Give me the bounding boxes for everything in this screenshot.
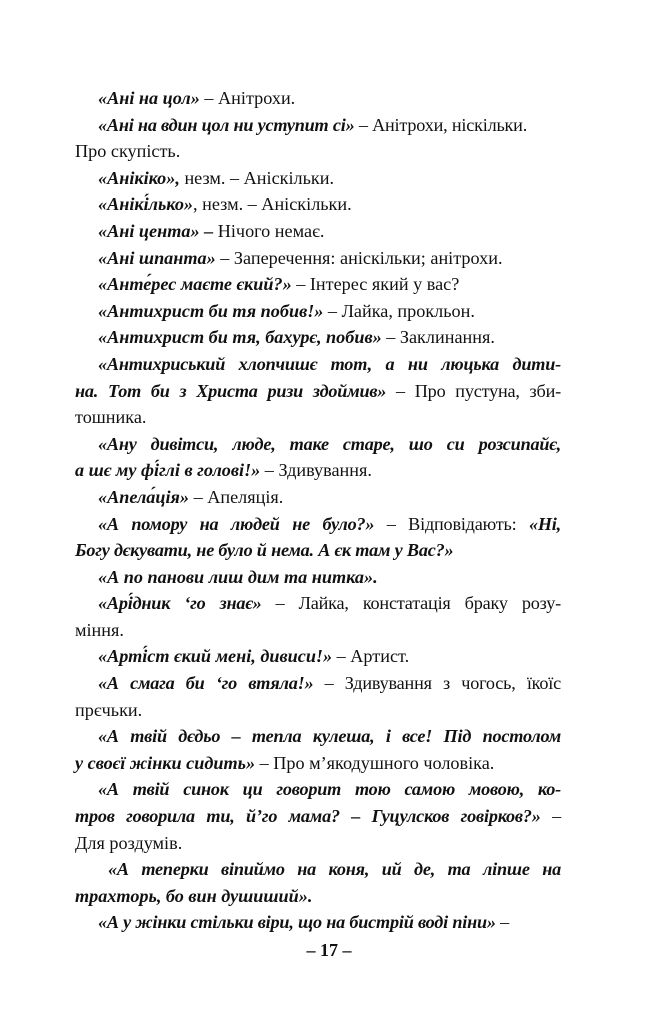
text-line: «Антихрист би тя, бахурє, побив» – Заклинання. [98,327,495,348]
page-text [75,85,561,936]
text-line: «А по панови лиш дим та нитка». [98,566,378,587]
text-line: прєчьки. [75,699,143,720]
text-line: тошника. [75,407,147,428]
text-line: «Ану дивітси, люде, таке старе, шо си розсипайє, [98,433,561,454]
text-line: на. Тот би з Христа ризи здоймив» – Про пустуна, зби- [75,380,561,401]
text-line: тров говорила ти, й’го мама? – Гуцулсков говірков?» – [75,806,561,827]
text-line: «Арі́дник ‘го знає» – Лайка, констатація браку розу- [98,593,561,614]
text-line: «Анте́рес маєте єкий?» – Інтерес який у вас? [98,274,460,295]
text-line: «А у жінки стільки віри, що на бистрій воді піни» – [98,912,510,933]
text-line: Про скупість. [75,141,181,162]
text-line: «А твій синок ци говорит тою самою мовою, ко- [98,779,561,800]
text-line: а шє му фі́глі в голові!» – Здивування. [75,460,372,481]
text-line: «Ані цента» – Нічого немає. [98,220,325,241]
text-line: «Анікі́лько», незм. – Аніскільки. [98,194,352,215]
text-line: «Ані на вдин цол ни уступит сі» – Анітрохи, ніскільки. [98,114,528,135]
text-line: «А теперки віпиймо на коня, ий де, та ліпше на [108,859,561,880]
text-line: міння. [75,619,124,640]
text-line: Для роздумів. [75,832,183,853]
text-line: «Антихрист би тя побив!» – Лайка, прокльон. [98,300,475,321]
text-line: Богу дєкувати, не було й нема. А єк там у Вас?» [75,540,454,561]
text-line: «Апела́ція» – Апеляція. [98,486,284,507]
text-line: «А помору на людей не було?» – Відповідають: «Ні, [98,513,561,534]
text-line: «Арті́ст єкий мені, дивиси!» – Артист. [98,646,410,667]
text-line: «А смага би ‘го втяла!» – Здивування з чогось, їкоїс [98,673,562,694]
text-line: «Ані на цол» – Анітрохи. [98,88,296,108]
text-line: «Анікіко», незм. – Аніскільки. [98,167,335,188]
text-line: «А твій дєдьо – тепла кулеша, і все! Під постолом [98,726,561,747]
text-line: у своєї жінки сидить» – Про м’якодушного чоловіка. [75,752,495,773]
text-line: трахторь, бо вин душиший». [75,885,313,906]
text-line: «Антихриський хлопчишє тот, а ни люцька дити- [98,353,561,374]
page-number: – 17 – [306,940,352,960]
text-line: «Ані шпанта» – Заперечення: аніскільки; анітрохи. [98,247,503,268]
